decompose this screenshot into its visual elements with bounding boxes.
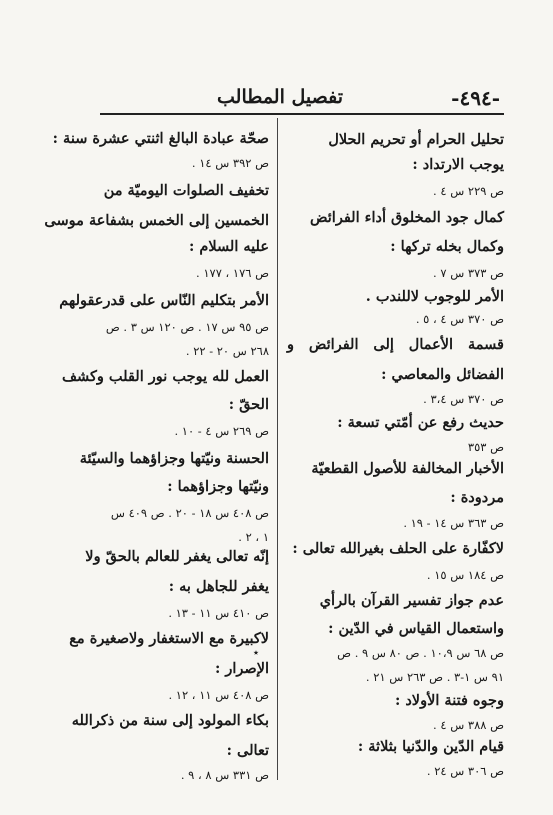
index-entry: تخفيف الصلوات اليوميّة من (103, 182, 269, 199)
page-reference: ص ٣٧٠ س ٣،٤ . (423, 392, 504, 406)
page-reference: ص ٣٨٨ س ٤ . (433, 718, 504, 732)
footnote-mark: ٭ (253, 646, 259, 659)
page-reference: ص ١٨٤ س ١٥ . (426, 568, 504, 582)
page-header (60, 86, 500, 112)
index-entry: لاكفّارة على الحلف بغيرالله تعالى : (292, 540, 504, 557)
index-entry: قيام الدّين والدّنيا بثلاثة : (357, 738, 504, 755)
index-entry: قسمة الأعمال إلى الفرائض و (287, 336, 504, 353)
page-title: تفصيل المطالب (217, 86, 343, 108)
page-reference: ص ١٧٦ ، ١٧٧ . (196, 266, 269, 280)
page-reference: ص ٢٦٩ س ٤ - ١٠ . (174, 424, 269, 438)
index-entry: وجوه فتنة الأولاد : (394, 692, 504, 709)
index-entry: العمل لله يوجب نور القلب وكشف (62, 368, 269, 385)
index-entry: الأمر للوجوب لاللندب . (365, 288, 504, 305)
page-reference: ص ٩٥ س ١٧ . ص ١٢٠ س ٣ . ص (105, 320, 269, 334)
index-entry: واستعمال القياس في الدّين : (328, 620, 504, 637)
index-entry: وكمال بخله تركها : (390, 238, 504, 255)
index-entry: صحّة عبادة البالغ اثنتي عشرة سنة : (52, 130, 269, 147)
column-divider (277, 118, 278, 780)
index-entry: الأمر بتكليم النّاس على قدرعقولهم (59, 292, 269, 309)
index-entry: الأخبار المخالفة للأصول القطعيّة (311, 460, 504, 477)
index-entry: كمال جود المخلوق أداء الفرائض (309, 209, 504, 226)
page-reference: ص ٣٠٦ س ٢٤ . (426, 764, 504, 778)
index-entry: عدم جواز تفسير القرآن بالرأي (319, 592, 504, 609)
index-entry: مردودة : (450, 489, 504, 506)
index-entry: يوجب الارتداد : (412, 156, 504, 173)
page-number: -٤٩٤- (451, 86, 500, 110)
index-entry: الفضائل والمعاصي : (381, 366, 504, 383)
index-entry: تحليل الحرام أو تحريم الحلال (328, 131, 504, 148)
page-reference: ص ٤٠٨ س ١١ ، ١٢ . (168, 688, 269, 702)
index-entry: عليه السلام : (188, 238, 269, 255)
page-reference: ص ٣٧٠ س ٤ ، ٥ . (415, 312, 504, 326)
page-reference: ص ٤٠٨ س ١٨ - ٢٠ . ص ٤٠٩ س (110, 506, 269, 520)
page-reference: ص ٦٨ س ١٠،٩ . ص ٨٠ س ٩ . ص (337, 646, 504, 660)
page-reference: ١ ، ٢ . (238, 530, 269, 544)
page-reference: ٢٦٨ س ٢٠ - ٢٢ . (185, 344, 269, 358)
index-entry: ونيّتها وجزاؤهما : (167, 478, 269, 495)
header-rule (100, 113, 504, 115)
index-entry: بكاء المولود إلى سنة من ذكرالله (71, 712, 269, 729)
page-reference: ٩١ س ١-٣ . ص ٢٦٣ س ٢١ . (365, 670, 504, 684)
page-reference: ص ٣٦٣ س ١٤ - ١٩ . (403, 516, 504, 530)
index-entry: الحسنة ونيّتها وجزاؤهما والسيّئة (79, 450, 269, 467)
page-reference: ص ٣٩٢ س ١٤ . (191, 156, 269, 170)
index-entry: تعالى : (226, 742, 269, 759)
index-entry: يغفر للجاهل به : (168, 578, 269, 595)
page-reference: ص ٣٥٣ (467, 440, 504, 454)
page-reference: ص ٣٧٣ س ٧ . (433, 266, 504, 280)
index-entry: الحقّ : (228, 396, 269, 413)
index-entry: لاكبيرة مع الاستغفار ولاصغيرة مع (69, 630, 269, 647)
index-entry: الخمسين إلى الخمس بشفاعة موسى (44, 212, 269, 229)
page-reference: ص ٤١٠ س ١١ - ١٣ . (168, 606, 269, 620)
page-reference: ص ٢٢٩ س ٤ . (433, 184, 504, 198)
index-entry: حديث رفع عن أمّتي تسعة : (337, 414, 504, 431)
index-entry: إنّه تعالى يغفر للعالم بالحقّ ولا (85, 548, 269, 565)
index-entry: الإصرار : (214, 660, 269, 677)
page-reference: ص ٣٣١ س ٨ ، ٩ . (180, 768, 269, 782)
